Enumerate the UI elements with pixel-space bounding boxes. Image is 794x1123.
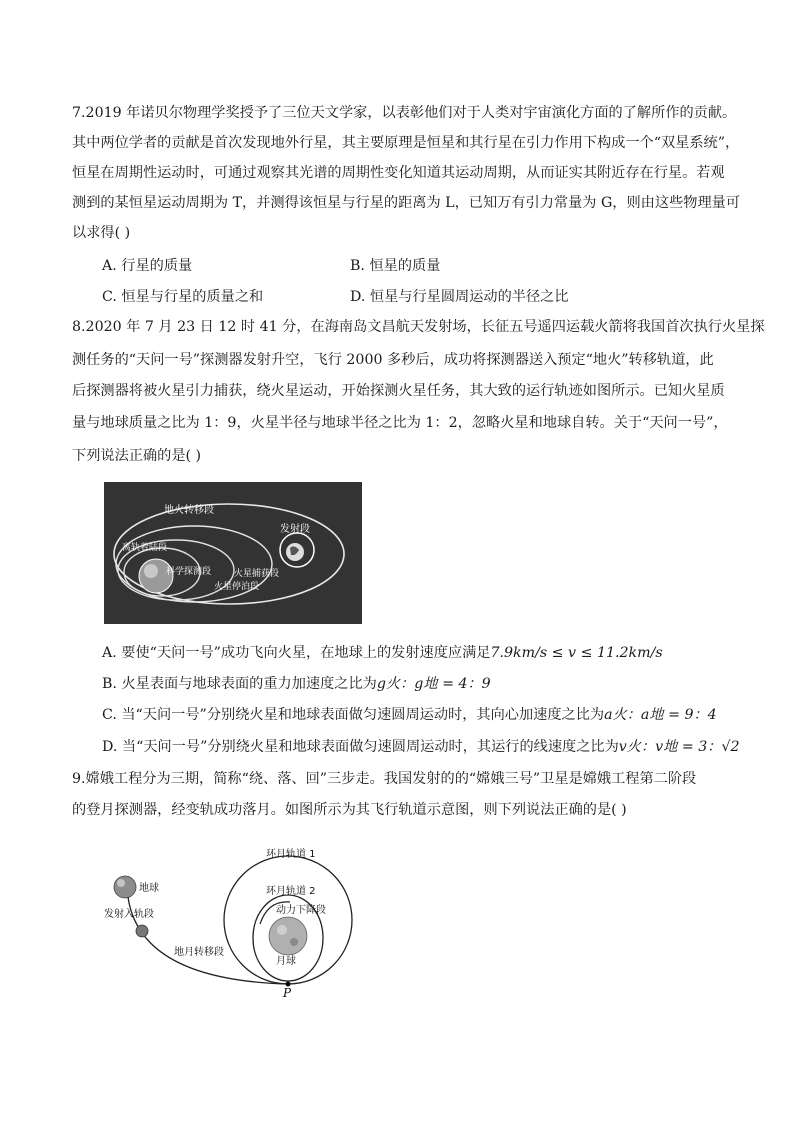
q9-line-2: 的登月探测器，经变轨成功落月。如图所示为其飞行轨道示意图，则下列说法正确的是( ): [72, 802, 627, 818]
label-orbit2: 环月轨道 2: [266, 886, 316, 897]
moon-icon: [269, 917, 307, 955]
q8-option-b-math: g火：g地 = 4：9: [376, 676, 491, 692]
q8-line-3: 后探测器将被火星引力捕获，绕火星运动，开始探测火星任务，其大致的运行轨迹如图所示。已知火星质: [72, 383, 725, 399]
moon-crater-2: [290, 938, 298, 946]
q8-line-5: 下列说法正确的是( ): [72, 448, 202, 464]
label-science: 科学探测段: [166, 567, 212, 577]
q7-line-4: 测到的某恒星运动周期为 T，并测得该恒星与行星的距离为 L，已知万有引力常量为 G，则由这些物理量可: [72, 195, 741, 211]
change3-trajectory-figure: [100, 840, 360, 1000]
q9-line-1: 9.嫦娥工程分为三期，简称“绕、落、回”三步走。我国发射的的“嫦娥三号”卫星是嫦娥工程第二阶段: [72, 771, 697, 787]
q8-option-c: [102, 705, 717, 725]
label-point-p: P: [283, 986, 292, 1000]
q8-option-d-text: D. 当“天问一号”分别绕火星和地球表面做匀速圆周运动时，其运行的线速度之比为: [102, 739, 619, 755]
q7-line-1: 7.2019 年诺贝尔物理学奖授予了三位天文学家，以表彰他们对于人类对宇宙演化方面的了解所作的贡献。: [72, 105, 737, 121]
tianwen-trajectory-figure: [104, 482, 362, 624]
q7-option-c: C. 恒星与行星的质量之和: [102, 289, 264, 305]
moon-crater: [277, 925, 287, 935]
label-capture: 火星捕获段: [234, 569, 280, 579]
label-orbit1: 环月轨道 1: [266, 849, 316, 860]
earth-highlight: [117, 879, 125, 887]
q7-line-2: 其中两位学者的贡献是首次发现地外行星，其主要原理是恒星和其行星在引力作用下构成一个“双星系统”，: [72, 135, 740, 151]
spacecraft-icon: [136, 925, 148, 937]
label-launch: 发射入轨段: [104, 909, 154, 920]
label-transfer: 地月转移段: [174, 947, 224, 958]
label-parking: 火星停泊段: [214, 582, 260, 592]
mars-highlight: [144, 564, 158, 578]
q7-line-3: 恒星在周期性运动时，可通过观察其光谱的周期性变化知道其运动周期，从而证实其附近存在行星。若观: [72, 165, 725, 181]
label-transfer: 地火转移段: [164, 505, 214, 516]
q8-line-2: 测任务的“天问一号”探测器发射升空，飞行 2000 多秒后，成功将探测器送入预定“地火”转移轨道，此: [72, 352, 714, 368]
label-landing: 离轨着陆段: [122, 543, 168, 553]
q7-line-5: 以求得( ): [72, 225, 131, 241]
label-descent: 动力下降段: [276, 905, 326, 916]
q8-option-a-math: 7.9km/s ≤ v ≤ 11.2km/s: [490, 645, 663, 661]
label-launch: 发射段: [280, 524, 310, 535]
q8-option-a-text: A. 要使“天问一号”成功飞向火星，在地球上的发射速度应满足: [102, 645, 491, 661]
q8-option-c-math: a火：a地 = 9：4: [604, 707, 717, 723]
q8-option-d: [102, 737, 740, 757]
q8-line-1: 8.2020 年 7 月 23 日 12 时 41 分，在海南岛文昌航天发射场，长征五号遥四运载火箭将我国首次执行火星探: [72, 319, 765, 335]
q8-line-4: 量与地球质量之比为 1：9，火星半径与地球半径之比为 1：2，忽略火星和地球自转。关于“天问一号”，: [72, 415, 728, 431]
q7-option-d: D. 恒星与行星圆周运动的半径之比: [350, 289, 569, 305]
q8-option-d-math: v火：v地 = 3：√2: [618, 739, 740, 755]
q8-option-b-text: B. 火星表面与地球表面的重力加速度之比为: [102, 676, 377, 692]
q7-option-b: B. 恒星的质量: [350, 258, 441, 274]
earth-icon: [114, 876, 136, 898]
q8-option-b: [102, 674, 491, 694]
q8-option-a: [102, 643, 663, 663]
q7-option-a: A. 行星的质量: [102, 258, 193, 274]
label-moon: 月球: [276, 956, 296, 967]
q8-option-c-text: C. 当“天问一号”分别绕火星和地球表面做匀速圆周运动时，其向心加速度之比为: [102, 707, 605, 723]
label-earth: 地球: [139, 883, 159, 894]
